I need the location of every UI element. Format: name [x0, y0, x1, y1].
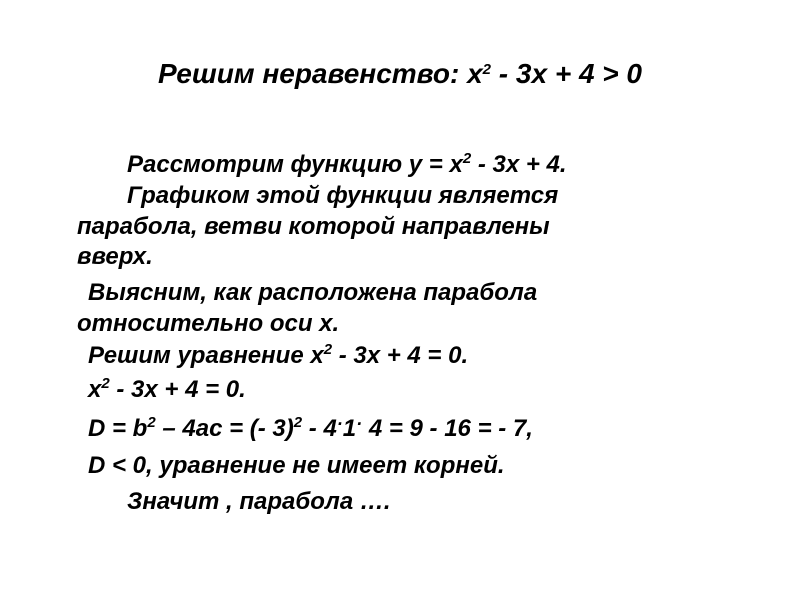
- line-text-end: - 3х + 4 = 0.: [332, 342, 469, 369]
- line-text: Рассмотрим функцию у = х: [127, 151, 463, 178]
- exponent: 2: [101, 375, 110, 392]
- line-parabola-branches: парабола, ветви которой направлены: [77, 213, 550, 240]
- line-relative-axis: относительно оси х.: [77, 310, 340, 337]
- title-exponent: 2: [482, 61, 492, 78]
- line-consider-function: [127, 150, 567, 180]
- line-no-roots: D < 0, уравнение не имеет корней.: [88, 452, 505, 479]
- exponent: 2: [293, 414, 303, 431]
- exponent: 2: [323, 341, 333, 358]
- title-text: Решим неравенство: х: [157, 58, 483, 89]
- line-find-position: Выясним, как расположена парабола: [88, 279, 538, 306]
- line-text-end: - 3х + 4.: [471, 151, 567, 178]
- line-discriminant: [88, 414, 533, 445]
- line-text: х: [88, 376, 102, 403]
- disc-text-4: 1: [342, 415, 357, 442]
- title-text-end: - 3х + 4 > 0: [491, 58, 643, 89]
- disc-text-2: – 4ac = (- 3): [155, 415, 294, 442]
- exponent: 2: [147, 414, 156, 431]
- line-graph-is: Графиком этой функции является: [127, 182, 559, 209]
- line-equation: [88, 375, 246, 405]
- slide-title: [0, 56, 800, 92]
- line-conclusion: Значит , парабола ….: [127, 488, 391, 515]
- line-text: Решим уравнение х: [88, 342, 324, 369]
- multiplication-dot: ·: [336, 414, 343, 434]
- line-solve-equation: [88, 341, 468, 371]
- disc-text-3: - 4: [302, 415, 337, 442]
- disc-text-1: D = b: [88, 415, 148, 442]
- multiplication-dot: ·: [356, 414, 363, 434]
- disc-text-5: 4 = 9 - 16 = - 7,: [362, 415, 533, 442]
- line-upward: вверх.: [77, 243, 153, 270]
- exponent: 2: [462, 150, 472, 167]
- line-text-end: - 3х + 4 = 0.: [109, 376, 246, 403]
